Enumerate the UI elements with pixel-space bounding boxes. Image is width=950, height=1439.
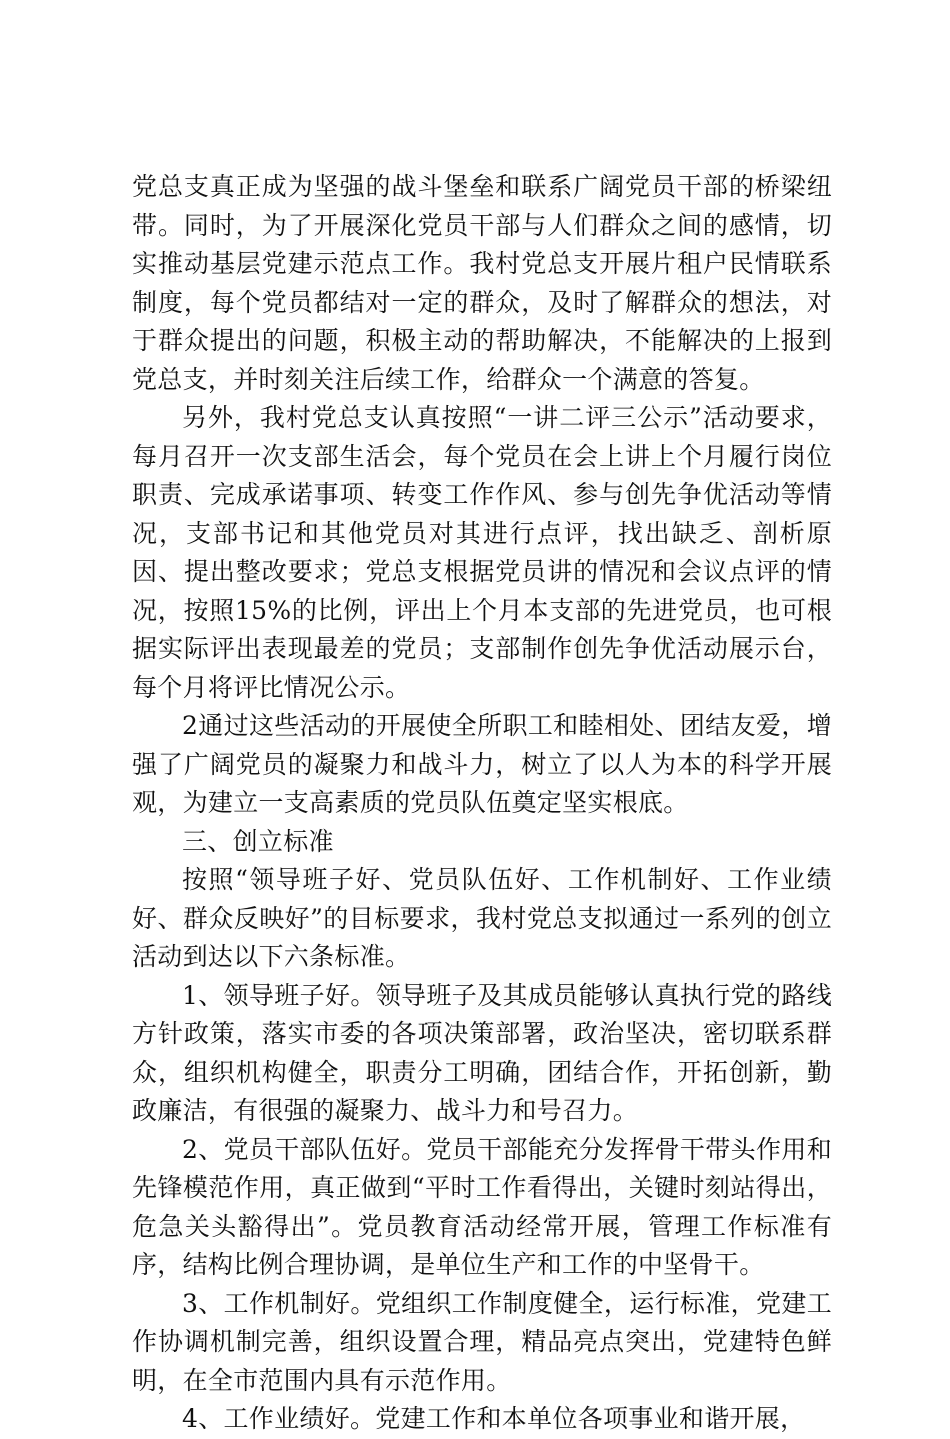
section-heading-3: 三、创立标准 bbox=[182, 826, 334, 856]
standard-item-2: 2、党员干部队伍好。党员干部能充分发挥骨干带头作用和先锋模范作用，真正做到“平时工作看得出，关键时刻站得出，危急关头豁得出”。党员教育活动经常开展，管理工作标准有序，结构比例合理协调，是单位生产和工作的中坚骨干。 bbox=[132, 1134, 832, 1279]
standard-item-3: 3、工作机制好。党组织工作制度健全，运行标准，党建工作协调机制完善，组织设置合理，精品亮点突出，党建特色鲜明，在全市范围内具有示范作用。 bbox=[132, 1288, 832, 1395]
paragraph-2: 另外，我村党总支认真按照“一讲二评三公示”活动要求，每月召开一次支部生活会，每个党员在会上讲上个月履行岗位职责、完成承诺事项、转变工作作风、参与创先争优活动等情况，支部书记和其他党员对其进行点评，找出缺乏、剖析原因、提出整改要求；党总支根据党员讲的情况和会议点评的情况，按照15%的比例，评出上个月本支部的先进党员，也可根据实际评出表现最差的党员；支部制作创先争优活动展示台，每个月将评比情况公示。 bbox=[132, 403, 832, 702]
standard-item-1: 1、领导班子好。领导班子及其成员能够认真执行党的路线方针政策，落实市委的各项决策部署，政治坚决，密切联系群众，组织机构健全，职责分工明确，团结合作，开拓创新，勤政廉洁，有很强的凝聚力、战斗力和号召力。 bbox=[132, 980, 832, 1125]
document-body bbox=[132, 168, 832, 1439]
standard-item-4: 4、工作业绩好。党建工作和本单位各项事业和谐开展， bbox=[182, 1404, 806, 1433]
paragraph-1: 党总支真正成为坚强的战斗堡垒和联系广阔党员干部的桥梁纽带。同时，为了开展深化党员干部与人们群众之间的感情，切实推动基层党建示范点工作。我村党总支开展片租户民情联系制度，每个党员都结对一定的群众，及时了解群众的想法，对于群众提出的问题，积极主动的帮助解决，不能解决的上报到党总支，并时刻关注后续工作，给群众一个满意的答复。 bbox=[132, 172, 832, 394]
paragraph-5: 按照“领导班子好、党员队伍好、工作机制好、工作业绩好、群众反映好”的目标要求，我村党总支拟通过一系列的创立活动到达以下六条标准。 bbox=[132, 865, 832, 971]
paragraph-3: 2通过这些活动的开展使全所职工和睦相处、团结友爱，增强了广阔党员的凝聚力和战斗力，树立了以人为本的科学开展观，为建立一支高素质的党员队伍奠定坚实根底。 bbox=[132, 711, 832, 817]
